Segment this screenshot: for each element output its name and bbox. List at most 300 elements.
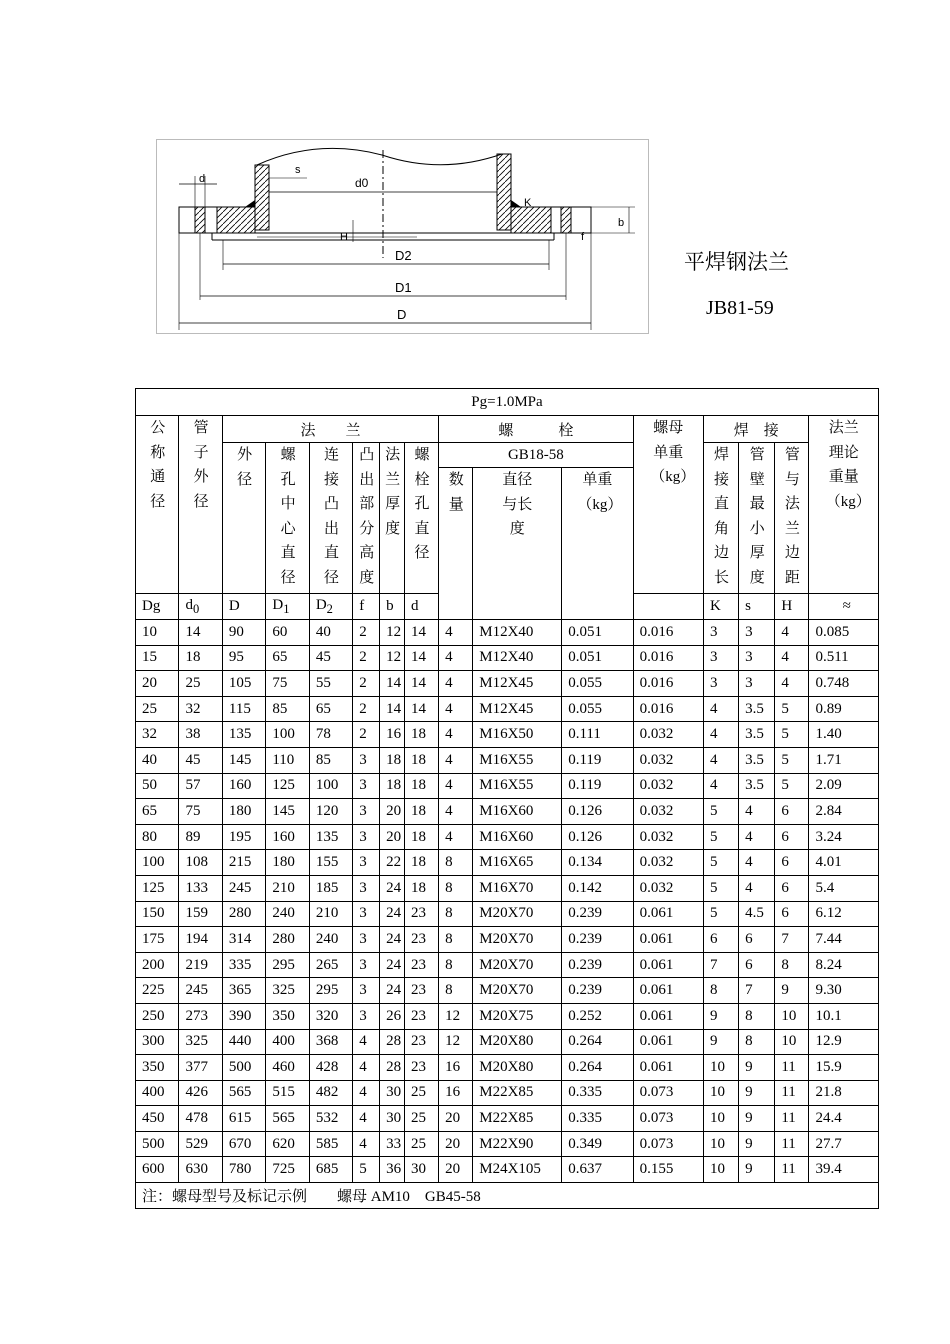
cell-H: 5: [775, 747, 809, 773]
cell-d0: 25: [179, 671, 222, 697]
symbol-d0: $d_0$: [179, 594, 222, 620]
cell-H: 6: [775, 824, 809, 850]
cell-qty: 8: [439, 850, 473, 876]
cell-H: 11: [775, 1131, 809, 1157]
cell-D1: 180: [266, 850, 309, 876]
cell-nut-weight: 0.061: [633, 1003, 703, 1029]
cell-d0: 32: [179, 696, 222, 722]
standard-code: JB81-59: [706, 297, 774, 319]
cell-H: 9: [775, 978, 809, 1004]
cell-f: 5: [353, 1157, 380, 1183]
cell-size: M20X75: [473, 1003, 562, 1029]
cell-nut-weight: 0.032: [633, 799, 703, 825]
symbol-s: s: [739, 594, 775, 620]
cell-D: 90: [222, 620, 265, 646]
cell-f: 2: [353, 671, 380, 697]
cell-d0: 14: [179, 620, 222, 646]
cell-D2: 40: [309, 620, 352, 646]
label-H: H: [340, 231, 348, 243]
table-row: [136, 799, 879, 825]
label-s: s: [295, 164, 301, 176]
cell-D2: 120: [309, 799, 352, 825]
cell-d: 14: [404, 671, 438, 697]
cell-D: 245: [222, 875, 265, 901]
cell-theory-weight: 1.40: [809, 722, 879, 748]
cell-D: 615: [222, 1106, 265, 1132]
cell-nut-weight: 0.016: [633, 620, 703, 646]
cell-dg: 125: [136, 875, 179, 901]
cell-D1: 350: [266, 1003, 309, 1029]
cell-d0: 219: [179, 952, 222, 978]
cell-d: 25: [404, 1080, 438, 1106]
cell-nut-weight: 0.061: [633, 1055, 703, 1081]
cell-d: 18: [404, 875, 438, 901]
cell-D1: 60: [266, 620, 309, 646]
cell-size: M16X55: [473, 773, 562, 799]
cell-s: 4: [739, 824, 775, 850]
cell-d0: 89: [179, 824, 222, 850]
cell-theory-weight: 9.30: [809, 978, 879, 1004]
symbol-b: b: [380, 594, 405, 620]
cell-d0: 630: [179, 1157, 222, 1183]
cell-f: 3: [353, 875, 380, 901]
cell-dg: 350: [136, 1055, 179, 1081]
table-row: [136, 1003, 879, 1029]
cell-s: 8: [739, 1029, 775, 1055]
cell-size: M20X70: [473, 901, 562, 927]
cell-D2: 45: [309, 645, 352, 671]
cell-K: 3: [703, 645, 738, 671]
cell-qty: 4: [439, 747, 473, 773]
table-row: [136, 696, 879, 722]
cell-D: 160: [222, 773, 265, 799]
header-pipe-od: 管子外径: [179, 416, 222, 594]
cell-D: 135: [222, 722, 265, 748]
cell-s: 3: [739, 645, 775, 671]
cell-D: 195: [222, 824, 265, 850]
cell-b: 24: [380, 978, 405, 1004]
cell-size: M22X90: [473, 1131, 562, 1157]
cell-qty: 12: [439, 1029, 473, 1055]
cell-theory-weight: 21.8: [809, 1080, 879, 1106]
cell-D2: 240: [309, 927, 352, 953]
cell-K: 5: [703, 901, 738, 927]
cell-D2: 295: [309, 978, 352, 1004]
symbol-D2: $D_2$: [309, 594, 352, 620]
cell-D2: 685: [309, 1157, 352, 1183]
cell-b: 20: [380, 799, 405, 825]
cell-nut-weight: 0.073: [633, 1131, 703, 1157]
cell-d: 18: [404, 722, 438, 748]
cell-d0: 133: [179, 875, 222, 901]
cell-K: 9: [703, 1029, 738, 1055]
table-row: [136, 1157, 879, 1183]
cell-unit-weight: 0.264: [562, 1029, 633, 1055]
cell-K: 9: [703, 1003, 738, 1029]
cell-f: 3: [353, 850, 380, 876]
cell-b: 14: [380, 671, 405, 697]
cell-b: 28: [380, 1055, 405, 1081]
table-row: [136, 1055, 879, 1081]
label-D: D: [397, 307, 407, 322]
cell-K: 10: [703, 1106, 738, 1132]
cell-unit-weight: 0.264: [562, 1055, 633, 1081]
cell-b: 14: [380, 696, 405, 722]
cell-d: 25: [404, 1131, 438, 1157]
cell-s: 9: [739, 1157, 775, 1183]
cell-dg: 25: [136, 696, 179, 722]
cell-f: 4: [353, 1029, 380, 1055]
cell-H: 5: [775, 773, 809, 799]
cell-D1: 280: [266, 927, 309, 953]
cell-d: 23: [404, 1029, 438, 1055]
cell-unit-weight: 0.349: [562, 1131, 633, 1157]
cell-nut-weight: 0.061: [633, 978, 703, 1004]
cell-d: 23: [404, 952, 438, 978]
cell-D: 280: [222, 901, 265, 927]
cell-D: 95: [222, 645, 265, 671]
cell-s: 3.5: [739, 773, 775, 799]
cell-H: 5: [775, 696, 809, 722]
header-bolt-size: 直径与长度: [473, 468, 562, 620]
cell-D: 365: [222, 978, 265, 1004]
cell-K: 5: [703, 799, 738, 825]
cell-b: 36: [380, 1157, 405, 1183]
cell-b: 30: [380, 1080, 405, 1106]
table-row: [136, 1106, 879, 1132]
cell-size: M20X70: [473, 978, 562, 1004]
cell-unit-weight: 0.142: [562, 875, 633, 901]
cell-H: 11: [775, 1106, 809, 1132]
cell-d0: 57: [179, 773, 222, 799]
cell-unit-weight: 0.637: [562, 1157, 633, 1183]
cell-d: 18: [404, 799, 438, 825]
cell-size: M16X60: [473, 799, 562, 825]
symbol-dg: Dg: [136, 594, 179, 620]
header-bolt-qty: 数量: [439, 468, 473, 620]
cell-D: 390: [222, 1003, 265, 1029]
cell-dg: 250: [136, 1003, 179, 1029]
cell-unit-weight: 0.126: [562, 799, 633, 825]
symbol-H: H: [775, 594, 809, 620]
header-outer-diameter: 外径: [222, 443, 265, 594]
cell-nut-weight: 0.016: [633, 645, 703, 671]
cell-f: 2: [353, 645, 380, 671]
cell-size: M16X50: [473, 722, 562, 748]
cell-H: 6: [775, 799, 809, 825]
cell-qty: 4: [439, 645, 473, 671]
cell-d0: 325: [179, 1029, 222, 1055]
cell-D: 180: [222, 799, 265, 825]
cell-s: 9: [739, 1080, 775, 1106]
table-row: [136, 773, 879, 799]
cell-s: 3: [739, 671, 775, 697]
cell-K: 3: [703, 620, 738, 646]
cell-f: 4: [353, 1131, 380, 1157]
table-row: [136, 1080, 879, 1106]
cell-theory-weight: 15.9: [809, 1055, 879, 1081]
cell-f: 3: [353, 952, 380, 978]
cell-d: 23: [404, 901, 438, 927]
cell-f: 2: [353, 722, 380, 748]
cell-d0: 377: [179, 1055, 222, 1081]
table-note: 注：螺母型号及标记示例 螺母 AM10 GB45-58: [136, 1183, 879, 1209]
cell-K: 5: [703, 875, 738, 901]
label-f: f: [581, 231, 585, 243]
cell-theory-weight: 2.09: [809, 773, 879, 799]
cell-theory-weight: 2.84: [809, 799, 879, 825]
cell-size: M16X70: [473, 875, 562, 901]
cell-D2: 428: [309, 1055, 352, 1081]
cell-d0: 529: [179, 1131, 222, 1157]
cell-unit-weight: 0.134: [562, 850, 633, 876]
cell-D: 105: [222, 671, 265, 697]
cell-nut-weight: 0.016: [633, 696, 703, 722]
cell-f: 3: [353, 927, 380, 953]
cell-unit-weight: 0.335: [562, 1080, 633, 1106]
cell-theory-weight: 0.085: [809, 620, 879, 646]
label-D2: D2: [395, 248, 412, 263]
document-title: 平焊钢法兰: [684, 250, 789, 274]
cell-theory-weight: 7.44: [809, 927, 879, 953]
table-row: [136, 645, 879, 671]
cell-D: 500: [222, 1055, 265, 1081]
header-thickness: 法兰厚度: [380, 443, 405, 594]
cell-H: 6: [775, 875, 809, 901]
cell-b: 18: [380, 747, 405, 773]
cell-qty: 4: [439, 773, 473, 799]
cell-D2: 532: [309, 1106, 352, 1132]
header-theory-weight: 法兰理论重量（kg）: [809, 416, 879, 594]
cell-D2: 78: [309, 722, 352, 748]
cell-nut-weight: 0.061: [633, 1029, 703, 1055]
cell-qty: 8: [439, 901, 473, 927]
cell-unit-weight: 0.239: [562, 927, 633, 953]
cell-K: 10: [703, 1080, 738, 1106]
cell-D1: 295: [266, 952, 309, 978]
cell-f: 4: [353, 1106, 380, 1132]
cell-d0: 478: [179, 1106, 222, 1132]
cell-K: 5: [703, 850, 738, 876]
cell-size: M12X40: [473, 645, 562, 671]
cell-dg: 50: [136, 773, 179, 799]
cell-H: 11: [775, 1157, 809, 1183]
cell-K: 7: [703, 952, 738, 978]
header-bolt-circle: 螺孔中心直径: [266, 443, 309, 594]
cell-s: 3.5: [739, 747, 775, 773]
cell-unit-weight: 0.111: [562, 722, 633, 748]
cell-qty: 20: [439, 1106, 473, 1132]
table-row: [136, 620, 879, 646]
cell-size: M20X80: [473, 1055, 562, 1081]
cell-qty: 8: [439, 952, 473, 978]
cell-size: M16X60: [473, 824, 562, 850]
cell-size: M16X55: [473, 747, 562, 773]
cell-nut-weight: 0.016: [633, 671, 703, 697]
cell-size: M12X45: [473, 696, 562, 722]
cell-K: 3: [703, 671, 738, 697]
header-wall-min: 管壁最小厚度: [739, 443, 775, 594]
cell-b: 16: [380, 722, 405, 748]
cell-d: 30: [404, 1157, 438, 1183]
cell-D1: 210: [266, 875, 309, 901]
header-nominal-diameter: 公称通径: [136, 416, 179, 594]
cell-f: 3: [353, 773, 380, 799]
symbol-nut-blank: [633, 594, 703, 620]
cell-nut-weight: 0.073: [633, 1080, 703, 1106]
cell-f: 3: [353, 1003, 380, 1029]
cell-d: 18: [404, 824, 438, 850]
cell-qty: 4: [439, 722, 473, 748]
table-row: [136, 875, 879, 901]
cell-theory-weight: 12.9: [809, 1029, 879, 1055]
cell-s: 4: [739, 799, 775, 825]
symbol-f: f: [353, 594, 380, 620]
cell-D2: 65: [309, 696, 352, 722]
cell-K: 10: [703, 1131, 738, 1157]
cell-b: 22: [380, 850, 405, 876]
cell-dg: 10: [136, 620, 179, 646]
label-d0: d0: [355, 176, 369, 190]
cell-unit-weight: 0.051: [562, 620, 633, 646]
cell-d0: 75: [179, 799, 222, 825]
cell-qty: 12: [439, 1003, 473, 1029]
symbol-D: D: [222, 594, 265, 620]
cell-b: 24: [380, 927, 405, 953]
cell-qty: 8: [439, 978, 473, 1004]
table-row: [136, 952, 879, 978]
cell-H: 4: [775, 671, 809, 697]
cell-dg: 175: [136, 927, 179, 953]
cell-H: 4: [775, 620, 809, 646]
cell-s: 4: [739, 875, 775, 901]
cell-unit-weight: 0.239: [562, 978, 633, 1004]
symbol-d: d: [404, 594, 438, 620]
cell-s: 4: [739, 850, 775, 876]
cell-s: 9: [739, 1055, 775, 1081]
table-row: [136, 722, 879, 748]
cell-f: 3: [353, 824, 380, 850]
cell-b: 30: [380, 1106, 405, 1132]
header-flange-group: 法 兰: [222, 416, 438, 443]
cell-D1: 160: [266, 824, 309, 850]
cell-D2: 135: [309, 824, 352, 850]
cell-size: M22X85: [473, 1106, 562, 1132]
cell-K: 4: [703, 722, 738, 748]
cell-D: 215: [222, 850, 265, 876]
cell-unit-weight: 0.252: [562, 1003, 633, 1029]
cell-D2: 210: [309, 901, 352, 927]
cell-f: 3: [353, 978, 380, 1004]
cell-H: 11: [775, 1055, 809, 1081]
cell-theory-weight: 6.12: [809, 901, 879, 927]
cell-theory-weight: 8.24: [809, 952, 879, 978]
cell-H: 10: [775, 1029, 809, 1055]
cell-s: 3: [739, 620, 775, 646]
cell-b: 24: [380, 875, 405, 901]
cell-s: 8: [739, 1003, 775, 1029]
cell-D: 565: [222, 1080, 265, 1106]
cell-s: 6: [739, 952, 775, 978]
label-K: K: [524, 197, 532, 209]
cell-D2: 85: [309, 747, 352, 773]
cell-d: 18: [404, 773, 438, 799]
cell-D1: 565: [266, 1106, 309, 1132]
header-bolt-standard: GB18-58: [439, 443, 633, 468]
cell-nut-weight: 0.073: [633, 1106, 703, 1132]
cell-K: 10: [703, 1157, 738, 1183]
cell-theory-weight: 0.89: [809, 696, 879, 722]
cell-D1: 620: [266, 1131, 309, 1157]
cell-D: 314: [222, 927, 265, 953]
cell-d0: 38: [179, 722, 222, 748]
cell-d: 23: [404, 1003, 438, 1029]
cell-K: 8: [703, 978, 738, 1004]
cell-D1: 325: [266, 978, 309, 1004]
cell-D2: 482: [309, 1080, 352, 1106]
cell-unit-weight: 0.055: [562, 671, 633, 697]
cell-D1: 100: [266, 722, 309, 748]
cell-D1: 125: [266, 773, 309, 799]
cell-nut-weight: 0.032: [633, 722, 703, 748]
cell-b: 24: [380, 952, 405, 978]
cell-b: 18: [380, 773, 405, 799]
cell-dg: 65: [136, 799, 179, 825]
cell-s: 9: [739, 1131, 775, 1157]
cell-s: 6: [739, 927, 775, 953]
cell-D2: 100: [309, 773, 352, 799]
cell-K: 5: [703, 824, 738, 850]
cell-f: 3: [353, 799, 380, 825]
cell-dg: 32: [136, 722, 179, 748]
cell-f: 2: [353, 696, 380, 722]
cell-D1: 240: [266, 901, 309, 927]
cell-size: M12X40: [473, 620, 562, 646]
pressure-header: Pg=1.0MPa: [136, 389, 879, 416]
cell-qty: 20: [439, 1157, 473, 1183]
table-row: [136, 901, 879, 927]
cell-f: 3: [353, 901, 380, 927]
cell-H: 5: [775, 722, 809, 748]
cell-size: M20X70: [473, 927, 562, 953]
cell-qty: 4: [439, 799, 473, 825]
cell-d0: 159: [179, 901, 222, 927]
cell-size: M20X80: [473, 1029, 562, 1055]
cell-d0: 108: [179, 850, 222, 876]
cell-D1: 110: [266, 747, 309, 773]
header-raised-face: 连接凸出直径: [309, 443, 352, 594]
cell-d: 23: [404, 1055, 438, 1081]
symbol-D1: $D_1$: [266, 594, 309, 620]
cell-D2: 368: [309, 1029, 352, 1055]
cell-D: 145: [222, 747, 265, 773]
cell-theory-weight: 0.511: [809, 645, 879, 671]
cell-size: M22X85: [473, 1080, 562, 1106]
header-bolt-hole: 螺栓孔直径: [404, 443, 438, 594]
cell-d: 25: [404, 1106, 438, 1132]
cell-qty: 8: [439, 875, 473, 901]
label-b: b: [618, 217, 625, 229]
table-row: [136, 978, 879, 1004]
cell-dg: 15: [136, 645, 179, 671]
cell-D1: 75: [266, 671, 309, 697]
cell-H: 7: [775, 927, 809, 953]
cell-b: 28: [380, 1029, 405, 1055]
cell-d0: 45: [179, 747, 222, 773]
cell-K: 6: [703, 927, 738, 953]
cell-D: 440: [222, 1029, 265, 1055]
cell-qty: 4: [439, 696, 473, 722]
